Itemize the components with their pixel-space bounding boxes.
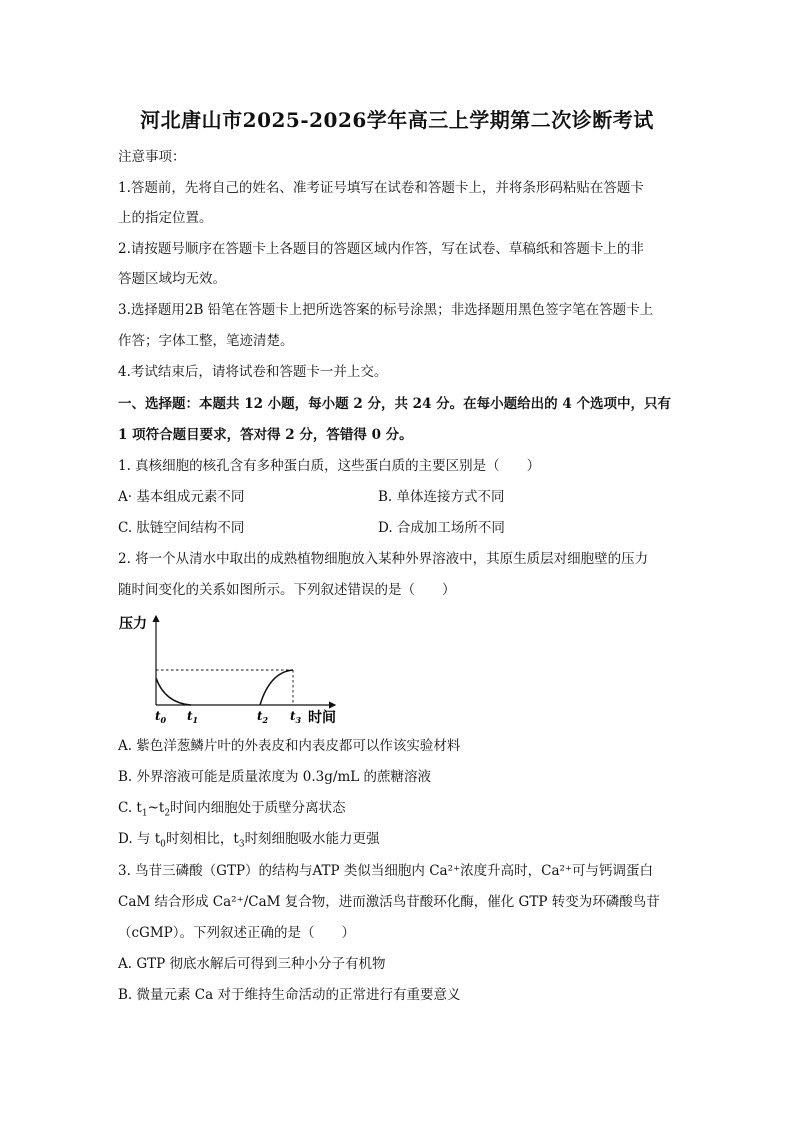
- x-axis-label: 时间: [308, 710, 336, 726]
- question-2-option-d: D. 与 $t_0$时刻相比，$t_3$时刻细胞吸水能力更强: [118, 831, 380, 850]
- question-1-option-b: B. 单体连接方式不同: [378, 489, 505, 505]
- notice-line: 3.选择题用2B 铅笔在答题卡上把所选答案的标号涂黑；非选择题用黑色签字笔在答题卡上: [118, 302, 654, 318]
- question-2-option-c: C. $t_1\sim t_2$时间内细胞处于质壁分离状态: [118, 800, 346, 819]
- tick-t0: $t_0$: [155, 709, 167, 725]
- y-axis-label: 压力: [119, 616, 147, 632]
- section-heading: 一、选择题：本题共 12 小题，每小题 2 分，共 24 分。在每小题给出的 4 个选项中，只有: [118, 396, 671, 412]
- question-2-stem: 随时间变化的关系如图所示。下列叙述错误的是（ ）: [118, 582, 456, 598]
- tick-t2: $t_2$: [257, 709, 269, 725]
- question-1-stem: 1. 真核细胞的核孔含有多种蛋白质，这些蛋白质的主要区别是（ ）: [118, 458, 541, 474]
- question-3-option-b: B. 微量元素 Ca 对于维持生命活动的正常进行有重要意义: [118, 987, 461, 1003]
- pressure-time-graph: [115, 608, 345, 733]
- section-heading: 1 项符合题目要求，答对得 2 分，答错得 0 分。: [118, 427, 413, 443]
- question-3-option-a: A. GTP 彻底水解后可得到三种小分子有机物: [118, 956, 386, 972]
- page-title: 河北唐山市2025-2026学年高三上学期第二次诊断考试: [140, 108, 654, 132]
- notice-line: 答题区域均无效。: [118, 271, 226, 287]
- question-2-option-b: B. 外界溶液可能是质量浓度为 0.3g/mL 的蔗糖溶液: [118, 769, 432, 785]
- question-1-option-c: C. 肽链空间结构不同: [118, 520, 245, 536]
- question-3-stem: 3. 鸟苷三磷酸（GTP）的结构与ATP 类似当细胞内 Ca²⁺浓度升高时，Ca²⁺可与钙调蛋白: [118, 863, 654, 879]
- notice-line: 作答；字体工整，笔迹清楚。: [118, 333, 294, 349]
- pressure-curve-decrease: [156, 678, 191, 705]
- question-1-option-d: D. 合成加工场所不同: [378, 520, 505, 536]
- question-2-stem: 2. 将一个从清水中取出的成熟植物细胞放入某种外界溶液中，其原生质层对细胞壁的压力: [118, 551, 649, 567]
- pressure-curve-increase: [260, 670, 293, 705]
- notice-line: 上的指定位置。: [118, 210, 213, 226]
- question-3-stem: CaM 结合形成 Ca²⁺/CaM 复合物，进而激活鸟苷酸环化酶，催化 GTP 转变为环磷酸鸟苷: [118, 894, 660, 910]
- question-2-option-a: A. 紫色洋葱鳞片叶的外表皮和内表皮都可以作该实验材料: [118, 738, 461, 754]
- question-1-option-a: A· 基本组成元素不同: [118, 489, 245, 505]
- tick-t3: $t_3$: [290, 709, 302, 725]
- notice-line: 4.考试结束后，请将试卷和答题卡一并上交。: [118, 364, 388, 380]
- tick-t1: $t_1$: [187, 709, 199, 725]
- question-3-stem: （cGMP）。下列叙述正确的是（ ）: [118, 925, 356, 941]
- notice-line: 1.答题前，先将自己的姓名、准考证号填写在试卷和答题卡上，并将条形码粘贴在答题卡: [118, 180, 644, 196]
- notice-line: 2.请按题号顺序在答题卡上各题目的答题区域内作答，写在试卷、草稿纸和答题卡上的非: [118, 241, 644, 257]
- notice-heading: 注意事项：: [118, 149, 186, 165]
